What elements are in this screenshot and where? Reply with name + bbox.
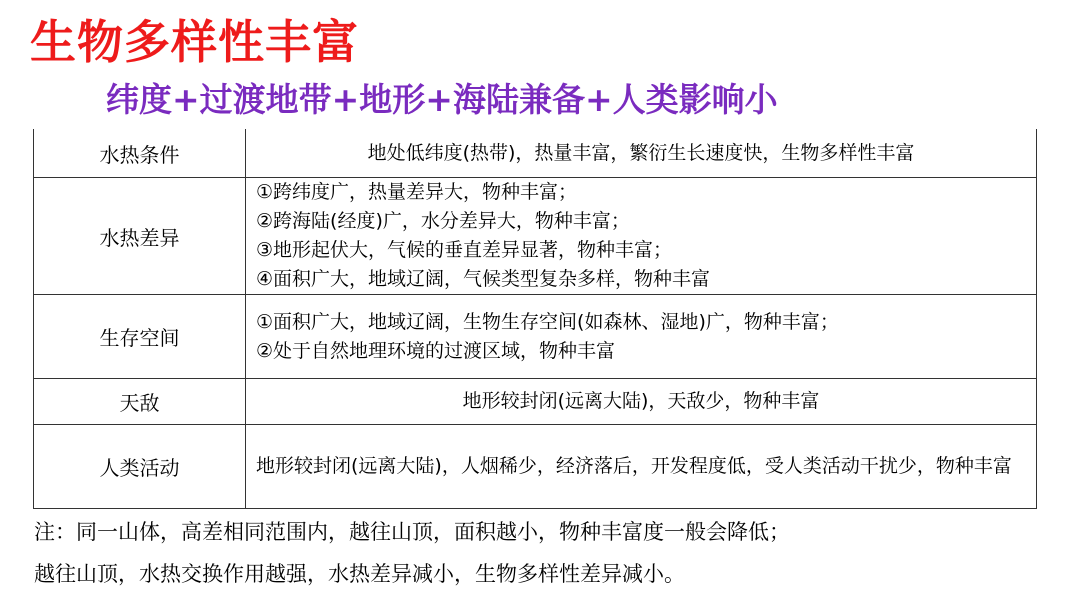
- content-line: ③地形起伏大，气候的垂直差异显著，物种丰富；: [256, 239, 673, 261]
- content-line: ②处于自然地理环境的过渡区域，物种丰富: [256, 339, 616, 362]
- row-content: [246, 129, 1036, 177]
- content-line: ④面积广大，地域辽阔，气候类型复杂多样，物种丰富: [256, 268, 711, 290]
- row-content: [246, 295, 1036, 378]
- row-label: 人类活动: [34, 425, 246, 508]
- table-row: [34, 379, 1036, 425]
- row-label: 天敌: [34, 379, 246, 424]
- content-line: ②跨海陆(经度)广，水分差异大，物种丰富；: [256, 210, 630, 232]
- content-line: 地形较封闭(远离大陆)，人烟稀少，经济落后，开发程度低，受人类活动干扰少，物种丰富: [256, 455, 1012, 477]
- row-label: 水热差异: [34, 178, 246, 294]
- table-row: [34, 178, 1036, 295]
- content-line: ①跨纬度广，热量差异大，物种丰富；: [256, 181, 578, 203]
- table-row: [34, 425, 1036, 509]
- content-line: 地处低纬度(热带)，热量丰富，繁衍生长速度快，生物多样性丰富: [367, 141, 915, 164]
- factors-table: [33, 129, 1037, 509]
- table-row: [34, 129, 1036, 178]
- table-row: [34, 295, 1036, 379]
- content-line: ①面积广大，地域辽阔，生物生存空间(如森林、湿地)广，物种丰富；: [256, 310, 839, 333]
- row-label: 生存空间: [34, 295, 246, 378]
- content-line: 地形较封闭(远离大陆)，天敌少，物种丰富: [462, 390, 820, 412]
- notes: [34, 511, 1064, 595]
- page-title: 生物多样性丰富: [30, 15, 359, 69]
- page-subtitle: 纬度+过渡地带+地形+海陆兼备+人类影响小: [106, 80, 778, 119]
- row-content: [246, 178, 1036, 294]
- row-content: [246, 425, 1036, 508]
- row-content: [246, 379, 1036, 424]
- note-line: 越往山顶，水热交换作用越强，水热差异减小，生物多样性差异减小。: [34, 562, 685, 586]
- note-line: 注：同一山体，高差相同范围内，越往山顶，面积越小，物种丰富度一般会降低；: [34, 520, 790, 544]
- row-label: 水热条件: [34, 129, 246, 177]
